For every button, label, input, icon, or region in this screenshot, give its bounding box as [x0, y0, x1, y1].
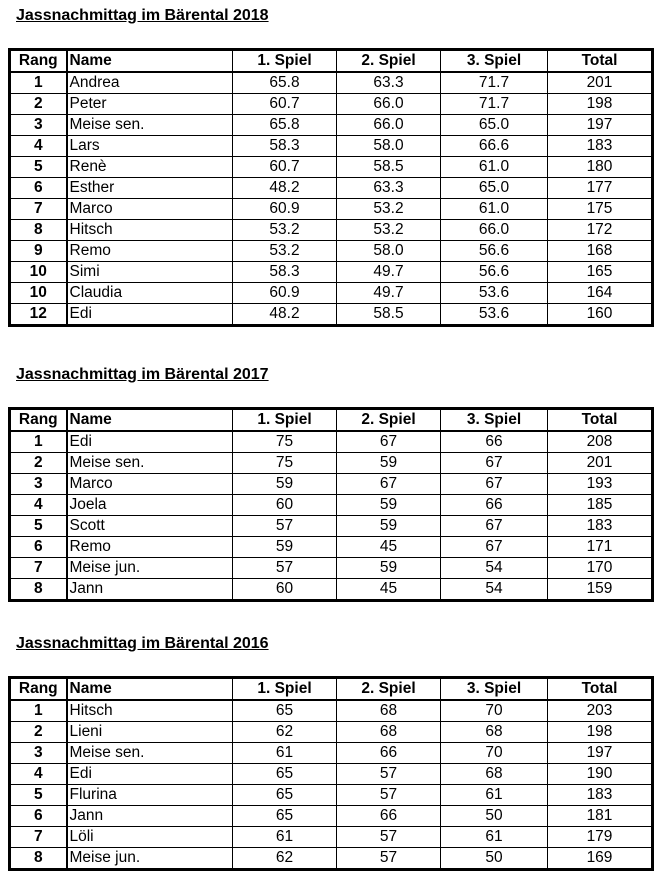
spiel-2-cell: 67 [337, 474, 441, 495]
spiel-1-cell: 65 [233, 785, 337, 806]
total-cell: 168 [548, 241, 653, 262]
table-row [10, 115, 653, 136]
spiel-1-cell: 75 [233, 453, 337, 474]
total-cell: 183 [548, 785, 653, 806]
rank-cell: 5 [10, 516, 67, 537]
spiel-2-cell: 66 [337, 806, 441, 827]
spiel-3-cell: 61 [441, 785, 548, 806]
spiel-2-cell: 45 [337, 579, 441, 601]
spiel-2-cell: 53.2 [337, 199, 441, 220]
spiel-3-cell: 61 [441, 827, 548, 848]
header-name: Name [67, 678, 233, 701]
name-cell: Remo [67, 537, 233, 558]
name-cell: Marco [67, 474, 233, 495]
spiel-1-cell: 59 [233, 537, 337, 558]
table-row [10, 700, 653, 722]
rank-cell: 4 [10, 495, 67, 516]
total-cell: 181 [548, 806, 653, 827]
table-row [10, 474, 653, 495]
name-cell: Claudia [67, 283, 233, 304]
results-table [8, 676, 654, 871]
spiel-2-cell: 59 [337, 453, 441, 474]
rank-cell: 5 [10, 785, 67, 806]
spiel-3-cell: 67 [441, 453, 548, 474]
rank-cell: 8 [10, 848, 67, 870]
spiel-2-cell: 66.0 [337, 94, 441, 115]
spiel-2-cell: 59 [337, 516, 441, 537]
spiel-2-cell: 58.0 [337, 241, 441, 262]
name-cell: Meise sen. [67, 743, 233, 764]
header-rang: Rang [10, 409, 67, 432]
header-total: Total [548, 678, 653, 701]
spiel-3-cell: 71.7 [441, 72, 548, 94]
rank-cell: 6 [10, 178, 67, 199]
table-header-row [10, 678, 653, 701]
spiel-1-cell: 60.7 [233, 157, 337, 178]
spiel-1-cell: 58.3 [233, 262, 337, 283]
rank-cell: 8 [10, 579, 67, 601]
spiel-3-cell: 50 [441, 806, 548, 827]
spiel-2-cell: 57 [337, 764, 441, 785]
name-cell: Remo [67, 241, 233, 262]
total-cell: 179 [548, 827, 653, 848]
spiel-2-cell: 57 [337, 785, 441, 806]
name-cell: Peter [67, 94, 233, 115]
name-cell: Jann [67, 579, 233, 601]
table-row [10, 304, 653, 326]
spiel-3-cell: 54 [441, 558, 548, 579]
name-cell: Lars [67, 136, 233, 157]
total-cell: 198 [548, 722, 653, 743]
spiel-1-cell: 60.9 [233, 199, 337, 220]
spiel-2-cell: 53.2 [337, 220, 441, 241]
header-total: Total [548, 409, 653, 432]
spiel-1-cell: 58.3 [233, 136, 337, 157]
name-cell: Jann [67, 806, 233, 827]
table-row [10, 537, 653, 558]
section-title: Jassnachmittag im Bärental 2018 [16, 7, 269, 24]
rank-cell: 3 [10, 474, 67, 495]
spiel-1-cell: 59 [233, 474, 337, 495]
total-cell: 177 [548, 178, 653, 199]
rank-cell: 1 [10, 72, 67, 94]
spiel-2-cell: 59 [337, 495, 441, 516]
total-cell: 183 [548, 516, 653, 537]
spiel-1-cell: 60.7 [233, 94, 337, 115]
name-cell: Meise jun. [67, 848, 233, 870]
spiel-2-cell: 59 [337, 558, 441, 579]
name-cell: Lieni [67, 722, 233, 743]
name-cell: Edi [67, 304, 233, 326]
spiel-1-cell: 65 [233, 806, 337, 827]
rank-cell: 7 [10, 827, 67, 848]
results-table [8, 407, 654, 602]
spiel-1-cell: 61 [233, 827, 337, 848]
spiel-3-cell: 53.6 [441, 283, 548, 304]
table-row [10, 453, 653, 474]
spiel-3-cell: 66 [441, 431, 548, 453]
table-row [10, 220, 653, 241]
total-cell: 201 [548, 72, 653, 94]
spiel-2-cell: 67 [337, 431, 441, 453]
spiel-2-cell: 63.3 [337, 178, 441, 199]
table-row [10, 579, 653, 601]
rank-cell: 7 [10, 199, 67, 220]
name-cell: Joela [67, 495, 233, 516]
spiel-3-cell: 65.0 [441, 178, 548, 199]
spiel-1-cell: 53.2 [233, 241, 337, 262]
name-cell: Edi [67, 764, 233, 785]
name-cell: Hitsch [67, 220, 233, 241]
header-spiel-1: 1. Spiel [233, 678, 337, 701]
rank-cell: 3 [10, 115, 67, 136]
spiel-3-cell: 61.0 [441, 157, 548, 178]
spiel-3-cell: 56.6 [441, 262, 548, 283]
spiel-3-cell: 68 [441, 764, 548, 785]
spiel-2-cell: 58.0 [337, 136, 441, 157]
rank-cell: 2 [10, 94, 67, 115]
spiel-3-cell: 67 [441, 474, 548, 495]
table-row [10, 516, 653, 537]
spiel-2-cell: 57 [337, 827, 441, 848]
spiel-1-cell: 57 [233, 558, 337, 579]
total-cell: 180 [548, 157, 653, 178]
spiel-2-cell: 58.5 [337, 157, 441, 178]
total-cell: 197 [548, 743, 653, 764]
name-cell: Meise sen. [67, 453, 233, 474]
table-row [10, 72, 653, 94]
spiel-3-cell: 66.6 [441, 136, 548, 157]
spiel-2-cell: 57 [337, 848, 441, 870]
spiel-3-cell: 67 [441, 537, 548, 558]
total-cell: 164 [548, 283, 653, 304]
table-row [10, 431, 653, 453]
spiel-2-cell: 66.0 [337, 115, 441, 136]
header-rang: Rang [10, 50, 67, 73]
table-row [10, 136, 653, 157]
rank-cell: 10 [10, 283, 67, 304]
header-spiel-2: 2. Spiel [337, 409, 441, 432]
table-row [10, 827, 653, 848]
table-row [10, 157, 653, 178]
total-cell: 183 [548, 136, 653, 157]
spiel-3-cell: 50 [441, 848, 548, 870]
total-cell: 175 [548, 199, 653, 220]
rank-cell: 1 [10, 431, 67, 453]
table-row [10, 283, 653, 304]
spiel-2-cell: 49.7 [337, 262, 441, 283]
spiel-1-cell: 65 [233, 700, 337, 722]
header-total: Total [548, 50, 653, 73]
header-rang: Rang [10, 678, 67, 701]
header-spiel-3: 3. Spiel [441, 409, 548, 432]
name-cell: Marco [67, 199, 233, 220]
header-spiel-2: 2. Spiel [337, 678, 441, 701]
table-row [10, 743, 653, 764]
spiel-3-cell: 65.0 [441, 115, 548, 136]
total-cell: 193 [548, 474, 653, 495]
rank-cell: 6 [10, 537, 67, 558]
header-spiel-1: 1. Spiel [233, 50, 337, 73]
section-title: Jassnachmittag im Bärental 2017 [16, 366, 269, 383]
table-header-row [10, 409, 653, 432]
table-row [10, 848, 653, 870]
total-cell: 185 [548, 495, 653, 516]
total-cell: 197 [548, 115, 653, 136]
spiel-3-cell: 53.6 [441, 304, 548, 326]
spiel-1-cell: 48.2 [233, 178, 337, 199]
spiel-1-cell: 61 [233, 743, 337, 764]
spiel-1-cell: 75 [233, 431, 337, 453]
total-cell: 169 [548, 848, 653, 870]
spiel-1-cell: 57 [233, 516, 337, 537]
rank-cell: 5 [10, 157, 67, 178]
total-cell: 201 [548, 453, 653, 474]
name-cell: Simi [67, 262, 233, 283]
spiel-1-cell: 65.8 [233, 72, 337, 94]
spiel-3-cell: 66 [441, 495, 548, 516]
name-cell: Edi [67, 431, 233, 453]
table-header-row [10, 50, 653, 73]
name-cell: Meise sen. [67, 115, 233, 136]
rank-cell: 6 [10, 806, 67, 827]
spiel-3-cell: 66.0 [441, 220, 548, 241]
rank-cell: 2 [10, 453, 67, 474]
spiel-3-cell: 56.6 [441, 241, 548, 262]
spiel-1-cell: 62 [233, 848, 337, 870]
total-cell: 203 [548, 700, 653, 722]
total-cell: 160 [548, 304, 653, 326]
table-row [10, 241, 653, 262]
results-table [8, 48, 654, 327]
spiel-1-cell: 53.2 [233, 220, 337, 241]
header-name: Name [67, 50, 233, 73]
table-row [10, 722, 653, 743]
name-cell: Esther [67, 178, 233, 199]
spiel-1-cell: 65.8 [233, 115, 337, 136]
spiel-3-cell: 68 [441, 722, 548, 743]
spiel-2-cell: 58.5 [337, 304, 441, 326]
rank-cell: 3 [10, 743, 67, 764]
spiel-1-cell: 60 [233, 495, 337, 516]
name-cell: Löli [67, 827, 233, 848]
total-cell: 198 [548, 94, 653, 115]
table-row [10, 558, 653, 579]
spiel-2-cell: 68 [337, 722, 441, 743]
table-row [10, 199, 653, 220]
total-cell: 172 [548, 220, 653, 241]
spiel-3-cell: 67 [441, 516, 548, 537]
table-row [10, 262, 653, 283]
spiel-2-cell: 63.3 [337, 72, 441, 94]
total-cell: 170 [548, 558, 653, 579]
header-spiel-3: 3. Spiel [441, 50, 548, 73]
name-cell: Hitsch [67, 700, 233, 722]
name-cell: Flurina [67, 785, 233, 806]
spiel-3-cell: 54 [441, 579, 548, 601]
table-row [10, 94, 653, 115]
spiel-3-cell: 61.0 [441, 199, 548, 220]
spiel-1-cell: 60 [233, 579, 337, 601]
spiel-2-cell: 45 [337, 537, 441, 558]
spiel-2-cell: 68 [337, 700, 441, 722]
rank-cell: 8 [10, 220, 67, 241]
header-spiel-2: 2. Spiel [337, 50, 441, 73]
spiel-3-cell: 70 [441, 700, 548, 722]
total-cell: 159 [548, 579, 653, 601]
header-spiel-3: 3. Spiel [441, 678, 548, 701]
rank-cell: 4 [10, 136, 67, 157]
table-row [10, 806, 653, 827]
rank-cell: 10 [10, 262, 67, 283]
name-cell: Meise jun. [67, 558, 233, 579]
spiel-2-cell: 49.7 [337, 283, 441, 304]
spiel-1-cell: 48.2 [233, 304, 337, 326]
spiel-1-cell: 60.9 [233, 283, 337, 304]
rank-cell: 4 [10, 764, 67, 785]
total-cell: 171 [548, 537, 653, 558]
rank-cell: 7 [10, 558, 67, 579]
header-spiel-1: 1. Spiel [233, 409, 337, 432]
rank-cell: 2 [10, 722, 67, 743]
table-row [10, 764, 653, 785]
name-cell: Renè [67, 157, 233, 178]
spiel-2-cell: 66 [337, 743, 441, 764]
rank-cell: 9 [10, 241, 67, 262]
table-row [10, 785, 653, 806]
rank-cell: 1 [10, 700, 67, 722]
table-row [10, 495, 653, 516]
total-cell: 208 [548, 431, 653, 453]
spiel-1-cell: 65 [233, 764, 337, 785]
name-cell: Scott [67, 516, 233, 537]
table-row [10, 178, 653, 199]
rank-cell: 12 [10, 304, 67, 326]
spiel-3-cell: 71.7 [441, 94, 548, 115]
header-name: Name [67, 409, 233, 432]
name-cell: Andrea [67, 72, 233, 94]
total-cell: 190 [548, 764, 653, 785]
spiel-1-cell: 62 [233, 722, 337, 743]
spiel-3-cell: 70 [441, 743, 548, 764]
section-title: Jassnachmittag im Bärental 2016 [16, 635, 269, 652]
total-cell: 165 [548, 262, 653, 283]
